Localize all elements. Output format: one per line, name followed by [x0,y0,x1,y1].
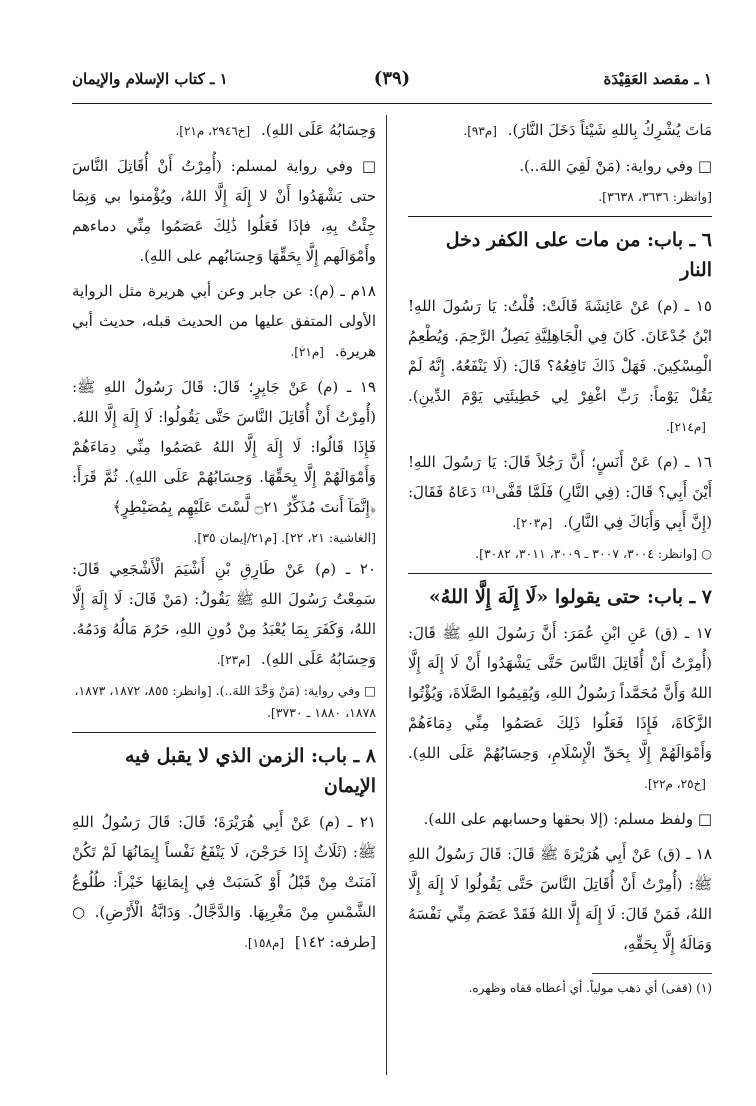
header-rule [72,103,712,104]
section-rule [408,573,712,574]
right-column [408,115,712,1095]
hadith-paragraph [72,807,376,958]
hadith-paragraph [72,151,376,271]
hadith-paragraph [408,447,712,538]
section-heading: ٦ ـ باب: من مات على الكفر دخل النار [445,229,712,281]
hadith-paragraph [72,372,376,522]
paragraph-text: □ وفي رواية لمسلم: (أُمِرْتُ أَنْ أُقَاتِلَ النَّاسَ حتى يَشْهَدُوا أَنْ لا إِلَهَ إِلَّا اللهُ، ويُؤْمنوا بي وَبِمَا جِئْتُ بِهِ، فإذَا فَعَلُوا ذَٰلِكَ عَصَمُوا مِنِّي دماءهم وأَمْوَالَهم إِلَّا بِحَقِّهَا وَحِسَابُهم على اللهِ). [72,157,376,265]
reference-line: □ وفي رواية: (مَنْ وَحَّدَ اللهَ..). [وانظر: ٨٥٥، ١٨٧٢، ١٨٧٣، ١٨٧٨، ١٨٨٠ ـ ٣٧٣٠]. [74,683,376,720]
paragraph-text: ١٦ ـ (م) عَنْ أَنَسٍ؛ أَنَّ رَجُلاً قَالَ: يَا رَسُولَ اللهِ! أَيْنَ أَبِي؟ قَالَ: (فِي النَّارِ) فَلَمَّا قَفَّى⁽¹⁾ دَعَاهُ فَقَالَ: (إِنَّ أَبِي وَأَبَاكَ فِي النَّارِ). [408,453,712,531]
source-reference: [م٩٣]. [463,124,497,138]
hadith-paragraph [408,291,712,442]
section-heading: ٨ ـ باب: الزمن الذي لا يقبل فيه الإيمان [124,745,376,797]
hadith-paragraph [408,839,712,959]
paragraph-text: مَاتَ يُشْرِكُ بِاللهِ شَيْئاً دَخَلَ النَّارَ). [507,121,712,139]
section-rule [408,216,712,217]
source-reference: [م٢٠٣]. [512,516,553,530]
left-column [72,115,376,1095]
paragraph-text: ١٨ ـ (ق) عَنْ أَبِي هُرَيْرَةَ ﷺ قَالَ: قَالَ رَسُولُ اللهِ ﷺ: (أُمِرْتُ أَنْ أُقَاتِلَ النَّاسَ حَتَّى يَقُولُوا لَا إِلَهَ إِلَّا اللهُ، فَمَنْ قَالَ: لَا إِلَهَ إِلَّا اللهُ فَقَدْ عَصَمَ مِنِّي نَفْسَهُ وَمَالَهُ إِلَّا بِحَقِّهِ، [408,845,712,953]
reference-line: ○ [وانظر: ٣٠٠٤، ٣٠٠٧ ـ ٣٠٠٩، ٣٠١١، ٣٠٨٢]. [475,546,712,561]
paragraph-text: ١٥ ـ (م) عَنْ عَائِشَةَ قَالَتْ: قُلْتُ: يَا رَسُولَ اللهِ! ابْنُ جُدْعَانَ. كَانَ فِي الْجَاهِلِيَّةِ يَصِلُ الرَّحِمَ. وَيُطْعِمُ الْمِسْكِينَ. فَهَلْ ذَاكَ نَافِعُهُ؟ قَالَ: (لَا يَنْفَعُهُ. إِنَّهُ لَمْ يَقُلْ يَوْماً: رَبِّ اغْفِرْ لِي خَطِيئَتِي يَوْمَ الدِّينِ). [408,297,712,405]
paragraph-text: ٢١ ـ (م) عَنْ أَبِي هُرَيْرَةَ؛ قَالَ: قَالَ رَسُولُ اللهِ ﷺ: (ثَلَاثٌ إِذَا خَرَجْنَ، لَا يَنْفَعُ نَفْساً إِيمَانُهَا لَمْ تَكُنْ آمَنَتْ مِنْ قَبْلُ أَوْ كَسَبَتْ فِي إِيمَانِهَا خَيْراً: طُلُوعُ الشَّمْسِ مِنْ مَغْرِبِهَا. وَالدَّجَّالُ. وَدَابَّةُ الْأَرْضِ). ○ [طرفه: ١٤٢] [72,813,376,951]
source-reference: [م٢٣]. [216,653,251,667]
page-header [72,70,712,100]
source-reference: [م٢١٤]. [666,420,706,434]
source-reference: [خ٢٩٤٦، م٢١]. [175,124,251,138]
source-reference: [م٢١]. [290,345,324,359]
hadith-paragraph [408,804,712,834]
footnote: (١) (قفى) أي ذهب مولياً. أي أعطاه قفاه وظهره. [468,981,712,995]
paragraph-text: ١٩ ـ (م) عَنْ جَابِرٍ؛ قَالَ: قَالَ رَسُولُ اللهِ ﷺ: (أُمِرْتُ أَنْ أُقَاتِلَ النَّاسَ حَتَّى يَقُولُوا: لَا إِلَهَ إِلَّا اللهُ. فَإِذَا قَالُوا: لَا إِلَهَ إِلَّا اللهُ عَصَمُوا مِنِّي دِمَاءَهُمْ وَأَمْوَالَهُمْ إِلَّا بِحَقِّهَا. وَحِسَابُهُمْ عَلَى اللهِ). ثُمَّ قَرَأَ: ﴿إِنَّمَآ أَنتَ مُذَكِّرٌ ۝٢١ لَّسْتَ عَلَيْهِم بِمُصَيْطِرٍ﴾ [72,378,376,516]
paragraph-text: ١٨م ـ (م): عن جابر وعن أبي هريرة مثل الرواية الأولى المتفق عليها من الحديث قبله، حديث أبي هريرة. [72,282,376,360]
source-reference: [م١٥٨]. [244,936,285,950]
hadith-paragraph [72,276,376,367]
header-book: ١ ـ كتاب الإسلام والإيمان [72,70,228,88]
paragraph-text: □ ولفظ مسلم: (إلا بحقها وحسابهم على الله). [423,810,712,828]
source-reference: [خ٢٥، م٢٢]. [644,777,706,791]
paragraph-text: ٢٠ ـ (م) عَنْ طَارِقِ بْنِ أَشْيَمَ الْأَشْجَعِي قَالَ: سَمِعْتُ رَسُولَ اللهِ ﷺ يَقُولُ: (مَنْ قَالَ: لَا إِلَهَ إِلَّا اللهُ، وَكَفَرَ بِمَا يُعْبَدُ مِنْ دُونِ اللهِ، حَرُمَ مَالُهُ وَدَمُهُ. وَحِسَابُهُ عَلَى اللهِ). [72,560,376,668]
section-rule [72,732,376,733]
hadith-paragraph [408,618,712,799]
hadith-paragraph [408,115,712,146]
reference-line: [الغاشية: ٢١، ٢٢]. [م٢١/إيمان ٣٥]. [193,530,376,545]
hadith-paragraph [72,554,376,675]
column-divider [386,115,387,1075]
footnote-rule [592,973,712,974]
reference-line: [وانظر: ٣٦٣٦، ٣٦٣٨]. [598,189,712,204]
hadith-paragraph [72,115,376,146]
paragraph-text: وَحِسَابُهُ عَلَى اللهِ). [260,121,376,139]
section-heading: ٧ ـ باب: حتى يقولوا «لَا إِلَهَ إِلَّا اللهُ» [428,586,712,608]
page-number: (٣٩) [373,68,411,89]
paragraph-text: □ وفي رواية: (مَنْ لَقِيَ اللهَ..). [519,157,712,175]
paragraph-text: ١٧ ـ (ق) عَنِ ابْنِ عُمَرَ: أَنَّ رَسُولَ اللهِ ﷺ قَالَ: (أُمِرْتُ أَنْ أُقَاتِلَ النَّاسَ حَتَّى يَشْهَدُوا أَنْ لَا إِلَهَ إِلَّا اللهُ وَأَنَّ مُحَمَّداً رَسُولُ اللهِ، وَيُقِيمُوا الصَّلَاةَ، وَيُؤْتُوا الزَّكَاةَ، فَإِذَا فَعَلُوا ذَلِكَ عَصَمُوا مِنِّي دِمَاءَهُمْ وَأَمْوَالَهُمْ إِلَّا بِحَقِّ الْإِسْلَامِ، وَحِسَابُهُمْ عَلَى اللهِ). [408,624,712,762]
hadith-paragraph [408,151,712,181]
header-chapter: ١ ـ مقصد العَقِيْدَة [603,70,712,88]
